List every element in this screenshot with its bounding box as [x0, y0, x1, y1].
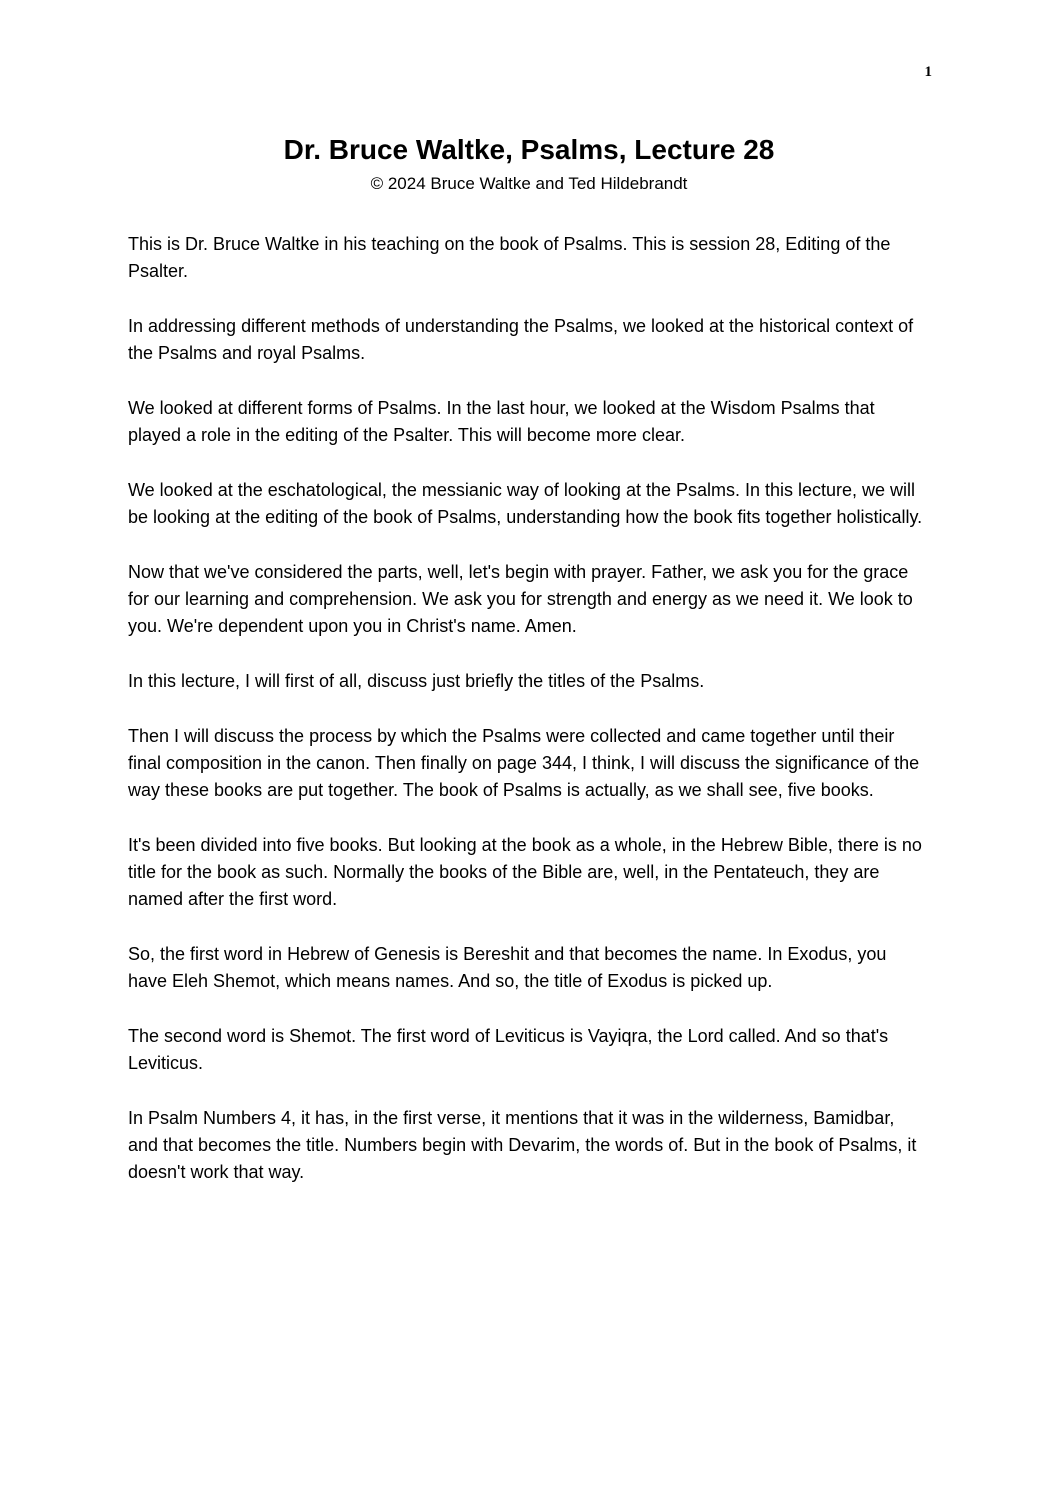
paragraph: Now that we've considered the parts, well, let's begin with prayer. Father, we ask you for the grace for our learning and comprehension. We ask you for strength and energy as we need it. We look to you. We're dependent upon you in Christ's name. Amen. — [128, 562, 913, 636]
paragraph: In addressing different methods of understanding the Psalms, we looked at the historical context of the Psalms and royal Psalms. — [128, 316, 914, 363]
paragraph: We looked at the eschatological, the messianic way of looking at the Psalms. In this lecture, we will be looking at the editing of the book of Psalms, understanding how the book fits together holistically. — [128, 480, 923, 527]
document-title: Dr. Bruce Waltke, Psalms, Lecture 28 — [283, 134, 775, 165]
paragraph: The second word is Shemot. The first word of Leviticus is Vayiqra, the Lord called. And so that's Leviticus. — [128, 1026, 889, 1073]
page-number: 1 — [924, 64, 932, 80]
copyright-line: © 2024 Bruce Waltke and Ted Hildebrandt — [370, 174, 688, 193]
paragraph: Then I will discuss the process by which the Psalms were collected and came together until their final composition in the canon. Then finally on page 344, I think, I will discuss the significance of the way these books are put together. The book of Psalms is actually, as we shall see, five books. — [128, 726, 920, 800]
paragraph: This is Dr. Bruce Waltke in his teaching on the book of Psalms. This is session 28, Editing of the Psalter. — [128, 234, 891, 281]
paragraph: In this lecture, I will first of all, discuss just briefly the titles of the Psalms. — [128, 671, 705, 691]
paragraph: We looked at different forms of Psalms. In the last hour, we looked at the Wisdom Psalms that played a role in the editing of the Psalter. This will become more clear. — [128, 398, 875, 445]
paragraph: It's been divided into five books. But looking at the book as a whole, in the Hebrew Bible, there is no title for the book as such. Normally the books of the Bible are, well, in the Pentateuch, they are named after the first word. — [128, 835, 922, 909]
paragraph: In Psalm Numbers 4, it has, in the first verse, it mentions that it was in the wilderness, Bamidbar, and that becomes the title. Numbers begin with Devarim, the words of. But in the book of Psalms, it doesn't work that way. — [128, 1108, 917, 1182]
document-body — [128, 231, 928, 1214]
paragraph: So, the first word in Hebrew of Genesis is Bereshit and that becomes the name. In Exodus, you have Eleh Shemot, which means names. And so, the title of Exodus is picked up. — [128, 944, 887, 991]
